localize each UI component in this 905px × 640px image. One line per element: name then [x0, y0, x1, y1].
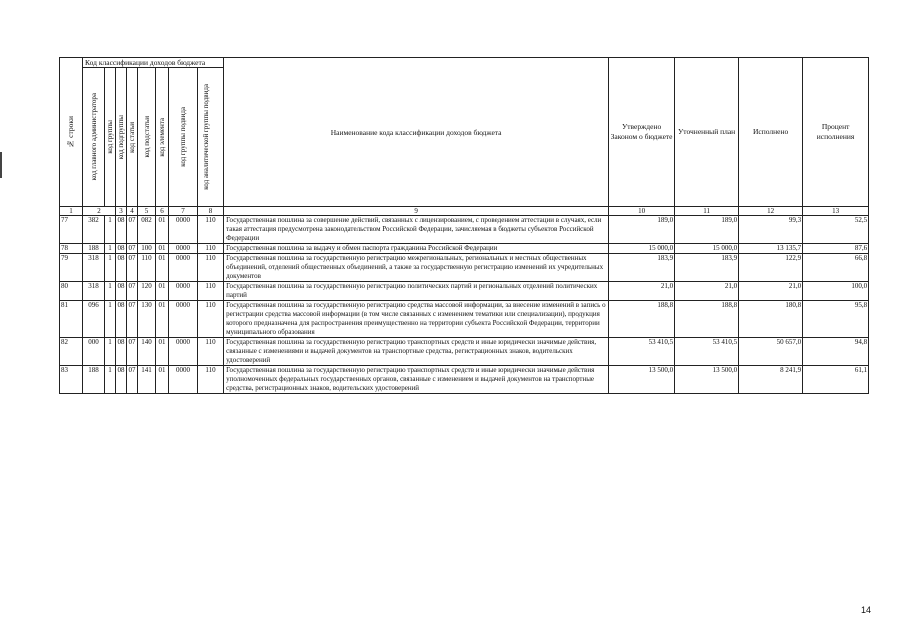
- refined-amount: 53 410,5: [675, 338, 739, 366]
- revenue-name: Государственная пошлина за государственную регистрацию транспортных средств и иные юридически значимые действия уполномоченных федеральных государственных органов, связанные с изменением и выдачей документов на транспортные средства, регистрационных знаков, водительских удостоверений: [224, 366, 609, 394]
- approved-amount: 53 410,5: [609, 338, 675, 366]
- revenue-name: Государственная пошлина за совершение действий, связанных с лицензированием, с проведением аттестации в случаях, если такая аттестация предусмотрена законодательством Российской Федерации, зачисляемая в бюджеты субъектов Российской Федерации: [224, 216, 609, 244]
- refined-amount: 183,9: [675, 254, 739, 282]
- article-code: 07: [127, 216, 138, 244]
- header-row-no-label: № строки: [66, 115, 75, 149]
- header-code-subgroup-label: код подгруппы: [117, 114, 125, 160]
- approved-amount: 15 000,0: [609, 244, 675, 254]
- header-code-element: [156, 68, 169, 207]
- revenue-table: [59, 57, 869, 394]
- executed-amount: 180,8: [739, 301, 803, 338]
- approved-amount: 13 500,0: [609, 366, 675, 394]
- admin-code: 000: [83, 338, 105, 366]
- article-code: 07: [127, 338, 138, 366]
- executed-amount: 13 135,7: [739, 244, 803, 254]
- header-refined: Уточненный план: [675, 58, 739, 207]
- subtype-group-code: 0000: [169, 254, 198, 282]
- col-number: 13: [803, 207, 869, 216]
- execution-percent: 94,8: [803, 338, 869, 366]
- group-code: 1: [105, 216, 116, 244]
- subarticle-code: 140: [138, 338, 156, 366]
- revenue-name: Государственная пошлина за выдачу и обмен паспорта гражданина Российской Федерации: [224, 244, 609, 254]
- execution-percent: 95,8: [803, 301, 869, 338]
- header-code-admin: [83, 68, 105, 207]
- subarticle-code: 130: [138, 301, 156, 338]
- element-code: 01: [156, 282, 169, 301]
- subtype-group-code: 0000: [169, 338, 198, 366]
- table-row: [60, 244, 869, 254]
- subtype-group-code: 0000: [169, 216, 198, 244]
- analytic-group-code: 110: [198, 254, 224, 282]
- header-executed: Исполнено: [739, 58, 803, 207]
- subtype-group-code: 0000: [169, 244, 198, 254]
- admin-code: 096: [83, 301, 105, 338]
- col-number: 11: [675, 207, 739, 216]
- approved-amount: 188,8: [609, 301, 675, 338]
- subarticle-code: 110: [138, 254, 156, 282]
- col-number: 6: [156, 207, 169, 216]
- col-number: 3: [116, 207, 127, 216]
- subgroup-code: 08: [116, 301, 127, 338]
- header-code-subarticle: [138, 68, 156, 207]
- table-row: [60, 338, 869, 366]
- column-number-row: [60, 207, 869, 216]
- executed-amount: 122,9: [739, 254, 803, 282]
- col-number: 7: [169, 207, 198, 216]
- header-approved: Утверждено Законом о бюджете: [609, 58, 675, 207]
- table-row: [60, 282, 869, 301]
- row-number: 81: [60, 301, 83, 338]
- subarticle-code: 082: [138, 216, 156, 244]
- col-number: 9: [224, 207, 609, 216]
- header-percent: Процент исполнения: [803, 58, 869, 207]
- refined-amount: 188,8: [675, 301, 739, 338]
- executed-amount: 8 241,9: [739, 366, 803, 394]
- analytic-group-code: 110: [198, 216, 224, 244]
- header-code-admin-label: код главного администратора: [89, 93, 98, 181]
- row-number: 83: [60, 366, 83, 394]
- subtype-group-code: 0000: [169, 301, 198, 338]
- table-body: [60, 216, 869, 394]
- header-code-group-label: код группы: [106, 120, 114, 154]
- admin-code: 318: [83, 254, 105, 282]
- element-code: 01: [156, 366, 169, 394]
- analytic-group-code: 110: [198, 366, 224, 394]
- admin-code: 188: [83, 366, 105, 394]
- table-row: [60, 254, 869, 282]
- executed-amount: 21,0: [739, 282, 803, 301]
- group-code: 1: [105, 301, 116, 338]
- revenue-name: Государственная пошлина за государственную регистрацию межрегиональных, региональных и местных общественных объединений, отделений общественных объединений, а также за государственную регистрацию изменений их учредительных документов: [224, 254, 609, 282]
- row-number: 78: [60, 244, 83, 254]
- refined-amount: 13 500,0: [675, 366, 739, 394]
- article-code: 07: [127, 282, 138, 301]
- approved-amount: 21,0: [609, 282, 675, 301]
- revenue-name: Государственная пошлина за государственную регистрацию политических партий и региональных отделений политических партий: [224, 282, 609, 301]
- approved-amount: 183,9: [609, 254, 675, 282]
- subtype-group-code: 0000: [169, 282, 198, 301]
- revenue-name: Государственная пошлина за государственную регистрацию транспортных средств и иные юридически значимые действия, связанные с изменениями и выдачей документов на транспортные средства, регистрационных знаков, водительских удостоверений: [224, 338, 609, 366]
- refined-amount: 21,0: [675, 282, 739, 301]
- table-row: [60, 301, 869, 338]
- execution-percent: 87,6: [803, 244, 869, 254]
- group-code: 1: [105, 244, 116, 254]
- col-number: 4: [127, 207, 138, 216]
- execution-percent: 61,1: [803, 366, 869, 394]
- approved-amount: 189,0: [609, 216, 675, 244]
- row-number: 79: [60, 254, 83, 282]
- col-number: 1: [60, 207, 83, 216]
- analytic-group-code: 110: [198, 301, 224, 338]
- subarticle-code: 120: [138, 282, 156, 301]
- col-number: 2: [83, 207, 116, 216]
- row-number: 77: [60, 216, 83, 244]
- header-code-subarticle-label: код подстатьи: [142, 116, 151, 158]
- subgroup-code: 08: [117, 244, 125, 252]
- analytic-group-code: 110: [198, 244, 224, 254]
- table-row: [60, 366, 869, 394]
- execution-percent: 52,5: [803, 216, 869, 244]
- subgroup-code: 08: [116, 338, 127, 366]
- admin-code: 188: [83, 244, 105, 254]
- row-number: 82: [60, 338, 83, 366]
- executed-amount: 50 657,0: [739, 338, 803, 366]
- table-row: [60, 216, 869, 244]
- article-code: 07: [127, 301, 138, 338]
- element-code: 01: [156, 244, 169, 254]
- element-code: 01: [156, 301, 169, 338]
- header-code-article: [127, 68, 138, 207]
- analytic-group-code: 110: [198, 338, 224, 366]
- header-code-article-label: код статьи: [128, 121, 136, 153]
- admin-code: 382: [83, 216, 105, 244]
- header-code-subtype-group-label: код группы подвида: [179, 107, 187, 167]
- group-code: 1: [105, 282, 116, 301]
- subgroup-code: 08: [116, 282, 127, 301]
- group-code: 1: [105, 338, 116, 366]
- header-code-element-label: код элемента: [158, 117, 166, 157]
- page-number: 14: [861, 605, 872, 615]
- analytic-group-code: 110: [198, 282, 224, 301]
- refined-amount: 189,0: [675, 216, 739, 244]
- header-name: Наименование кода классификации доходов бюджета: [224, 58, 609, 207]
- col-number: 5: [138, 207, 156, 216]
- group-code: 1: [105, 254, 116, 282]
- execution-percent: 66,8: [803, 254, 869, 282]
- subarticle-code: 141: [138, 366, 156, 394]
- refined-amount: 15 000,0: [675, 244, 739, 254]
- article-code: 07: [127, 254, 138, 282]
- subarticle-code: 100: [138, 244, 156, 254]
- col-number: 10: [609, 207, 675, 216]
- col-number: 8: [198, 207, 224, 216]
- group-code: 1: [105, 366, 116, 394]
- subgroup-code: 08: [116, 254, 127, 282]
- executed-amount: 99,3: [739, 216, 803, 244]
- element-code: 01: [156, 254, 169, 282]
- header-code-analytic-group-label: код аналитической группы подвида: [202, 84, 211, 190]
- header-code-group: [105, 68, 116, 207]
- header-code-subgroup: [116, 68, 127, 207]
- row-number: 80: [60, 282, 83, 301]
- article-code: 07: [127, 366, 138, 394]
- col-number: 12: [739, 207, 803, 216]
- header-row-no: [60, 58, 83, 207]
- header-code-analytic-group: [198, 68, 224, 207]
- header-code-group: Код классификации доходов бюджета: [83, 58, 224, 68]
- article-code: 07: [128, 244, 136, 252]
- execution-percent: 100,0: [803, 282, 869, 301]
- subtype-group-code: 0000: [169, 366, 198, 394]
- table-header: [60, 58, 869, 216]
- element-code: 01: [156, 338, 169, 366]
- header-code-subtype-group: [169, 68, 198, 207]
- scan-margin-mark: [0, 152, 2, 178]
- revenue-name: Государственная пошлина за государственную регистрацию средства массовой информации, за внесение изменений в запись о регистрации средства массовой информации (в том числе связанных с изменением тематики или специализации), продукция которого предназначена для распространения преимущественно на территории субъекта Российской Федерации, территории муниципального образования: [224, 301, 609, 338]
- element-code: 01: [156, 216, 169, 244]
- admin-code: 318: [83, 282, 105, 301]
- subgroup-code: 08: [116, 366, 127, 394]
- subgroup-code: 08: [116, 216, 127, 244]
